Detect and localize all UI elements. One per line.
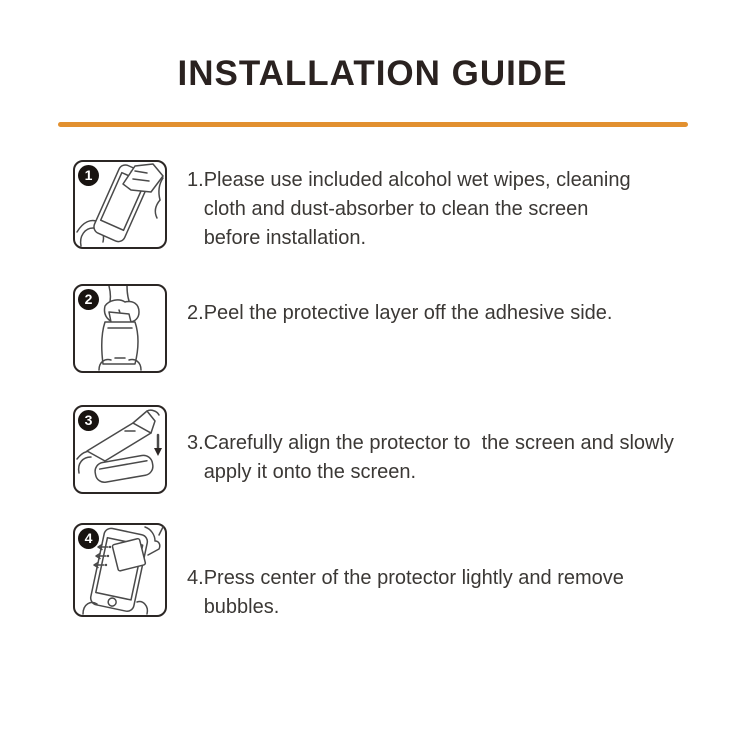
step-2-prefix: 2.	[187, 302, 204, 324]
step-4-number-badge: 4	[78, 528, 99, 549]
step-1-text	[187, 166, 644, 253]
step-2-text	[187, 299, 684, 328]
step-4-prefix: 4.	[187, 567, 204, 589]
step-3-text	[187, 429, 689, 487]
step-4-illustration-box	[73, 523, 167, 617]
step-3-prefix: 3.	[187, 432, 204, 454]
step-4-text	[187, 564, 669, 622]
step-3-number-badge: 3	[78, 410, 99, 431]
step-1-illustration-box	[73, 160, 167, 249]
step-2-number-badge: 2	[78, 289, 99, 310]
step-2-body: Peel the protective layer off the adhesive side.	[203, 302, 613, 324]
accent-divider	[58, 122, 688, 127]
step-1-prefix: 1.	[187, 169, 204, 191]
step-3-illustration-box	[73, 405, 167, 494]
step-2-illustration-box	[73, 284, 167, 373]
step-4-body: Press center of the protector lightly and remove bubbles.	[203, 567, 630, 618]
page-title: INSTALLATION GUIDE	[177, 54, 568, 93]
step-1-number-badge: 1	[78, 165, 99, 186]
step-1-body: Please use included alcohol wet wipes, cleaning cloth and dust-absorber to clean the screen before installation.	[203, 169, 637, 249]
step-3-body: Carefully align the protector to the screen and slowly apply it onto the screen.	[203, 432, 680, 483]
